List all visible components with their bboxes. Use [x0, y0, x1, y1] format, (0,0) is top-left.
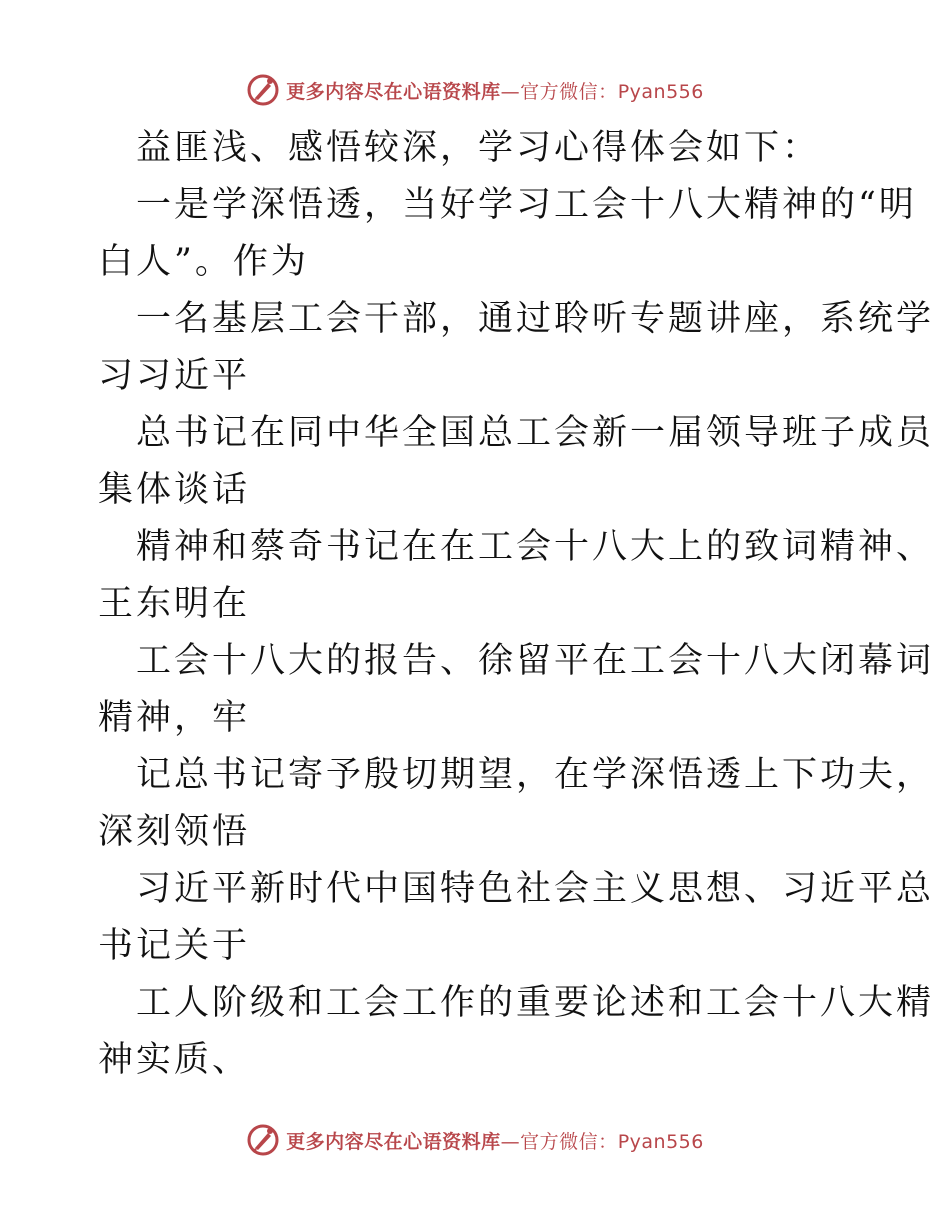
watermark-wechat-id: Pyan556: [617, 1130, 704, 1153]
text-line: 深刻领悟: [98, 812, 251, 852]
watermark-wechat-label: 官方微信：: [520, 1130, 618, 1153]
watermark-text: [286, 77, 704, 104]
watermark-main-text: 更多内容尽在心语资料库: [286, 1130, 501, 1153]
text-line: 工人阶级和工会工作的重要论述和工会十八大精: [136, 983, 935, 1023]
text-line: 工会十八大的报告、徐留平在工会十八大闭幕词: [136, 641, 935, 681]
text-line: 习习近平: [98, 356, 251, 396]
pen-logo-icon: [246, 73, 280, 107]
text-line: 白人”。作为: [98, 242, 309, 282]
watermark-wechat-id: Pyan556: [617, 80, 704, 103]
text-line: 王东明在: [98, 584, 251, 624]
text-line: 总书记在同中华全国总工会新一届领导班子成员: [136, 413, 935, 453]
text-line: 习近平新时代中国特色社会主义思想、习近平总: [136, 869, 935, 909]
watermark-wechat-label: 官方微信：: [520, 80, 618, 103]
text-line: 一名基层工会干部，通过聆听专题讲座，系统学: [136, 299, 935, 339]
text-line: 精神，牢: [98, 698, 251, 738]
text-line: 记总书记寄予殷切期望，在学深悟透上下功夫，: [136, 755, 935, 795]
document-body: [98, 120, 935, 1089]
footer-watermark: [0, 1120, 950, 1160]
text-line: 书记关于: [98, 926, 251, 966]
text-line: 集体谈话: [98, 470, 251, 510]
header-watermark: [0, 70, 950, 110]
watermark-text: [286, 1127, 704, 1154]
watermark-separator: —: [500, 1130, 521, 1153]
pen-logo-icon: [246, 1123, 280, 1157]
text-line: 益匪浅、感悟较深，学习心得体会如下：: [136, 128, 821, 168]
text-line: 一是学深悟透，当好学习工会十八大精神的“明: [136, 185, 917, 225]
watermark-main-text: 更多内容尽在心语资料库: [286, 80, 501, 103]
text-line: 神实质、: [98, 1040, 251, 1080]
text-line: 精神和蔡奇书记在在工会十八大上的致词精神、: [136, 527, 935, 567]
watermark-separator: —: [500, 80, 521, 103]
